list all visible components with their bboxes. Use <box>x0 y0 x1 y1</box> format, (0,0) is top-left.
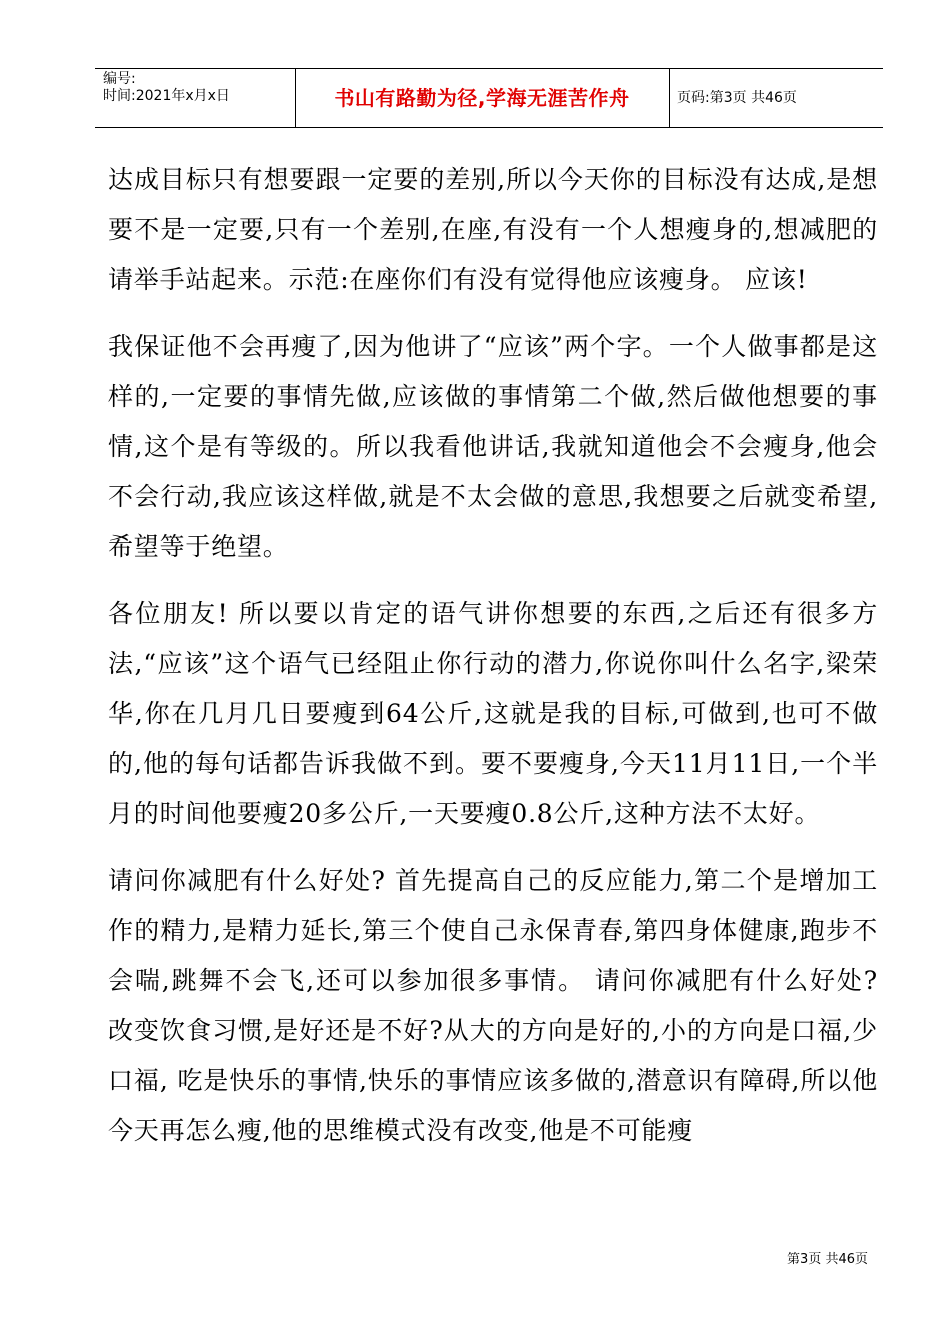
header-time-label: 时间:2021年x月x日 <box>103 88 230 104</box>
page-footer: 第3页 共46页 <box>787 1252 868 1267</box>
paragraph-2: 我保证他不会再瘦了,因为他讲了“应该”两个字。一个人做事都是这样的,一定要的事情先做,应该做的事情第二个做,然后做他想要的事情,这个是有等级的。所以我看他讲话,我就知道他会不会瘦身,他会不会行动,我应该这样做,就是不太会做的意思,我想要之后就变希望,希望等于绝望。 <box>108 332 878 561</box>
document-body <box>108 155 878 1173</box>
paragraph-1: 达成目标只有想要跟一定要的差别,所以今天你的目标没有达成,是想要不是一定要,只有一个差别,在座,有没有一个人想瘦身的,想减肥的请举手站起来。示范:在座你们有没有觉得他应该瘦身。 应该! <box>108 165 878 294</box>
header-page-info: 页码:第3页 共46页 <box>677 90 797 106</box>
paragraph-4: 请问你减肥有什么好处? 首先提高自己的反应能力,第二个是增加工作的精力,是精力延长,第三个使自己永保青春,第四身体健康,跑步不会喘,跳舞不会飞,还可以参加很多事情。 请问你减肥有什么好处? 改变饮食习惯,是好还是不好?从大的方向是好的,小的方向是口福,少口福, 吃是快乐的事情,快乐的事情应该多做的,潜意识有障碍,所以他今天再怎么瘦,他的思维模式没有改变,他是不可能瘦 <box>108 866 878 1145</box>
header-motto: 书山有路勤为径,学海无涯苦作舟 <box>295 69 670 127</box>
header-number-label: 编号: <box>103 71 136 87</box>
header-meta <box>95 69 296 127</box>
page-header <box>95 68 883 128</box>
paragraph-3: 各位朋友! 所以要以肯定的语气讲你想要的东西,之后还有很多方法,“应该”这个语气已经阻止你行动的潜力,你说你叫什么名字,梁荣华,你在几月几日要瘦到64公斤,这就是我的目标,可做到,也可不做的,他的每句话都告诉我做不到。要不要瘦身,今天11月11日,一个半月的时间他要瘦20多公斤,一天要瘦0.8公斤,这种方法不太好。 <box>108 599 878 828</box>
